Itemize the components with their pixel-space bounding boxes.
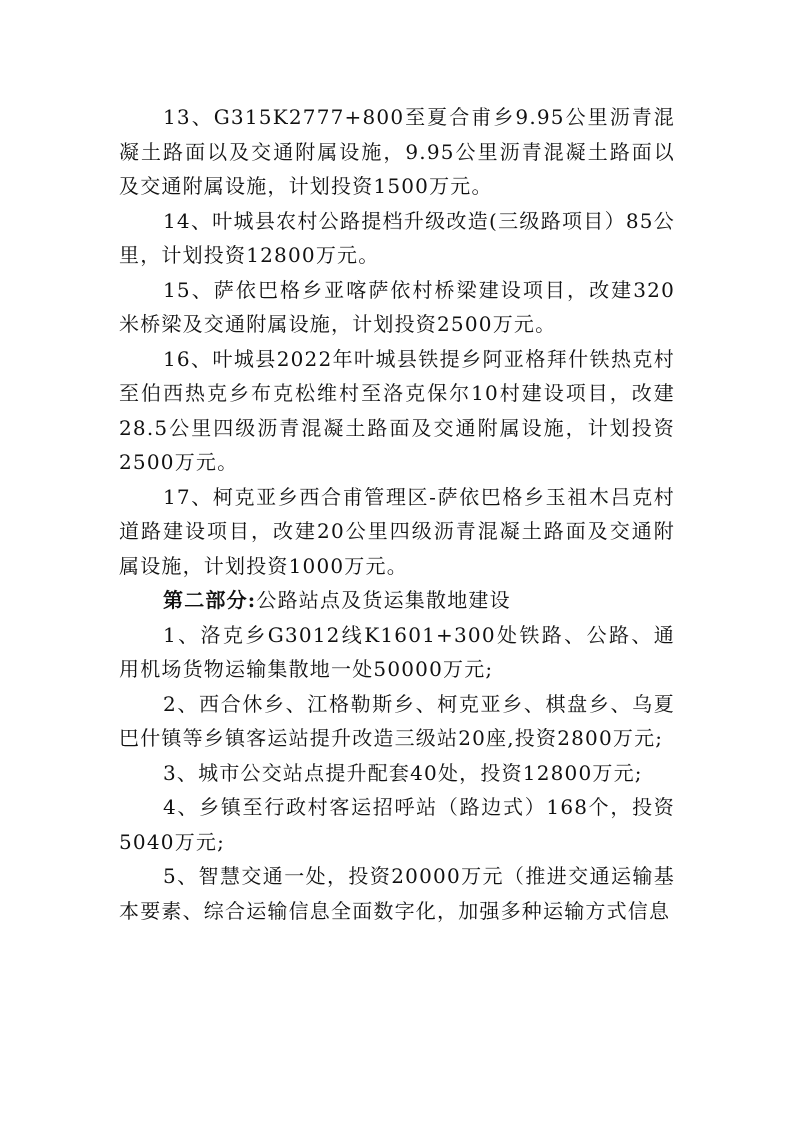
station-item-5: 5、智慧交通一处，投资20000万元（推进交通运输基本要素、综合运输信息全面数字化，加强多种运输方式信息 [119,864,675,923]
document-page [119,100,675,928]
station-item-2: 2、西合休乡、江格勒斯乡、柯克亚乡、棋盘乡、乌夏巴什镇等乡镇客运站提升改造三级站20座,投资2800万元; [119,691,675,750]
section-heading-title: 公路站点及货运集散地建设 [256,588,511,612]
project-item-15: 15、萨依巴格乡亚喀萨依村桥梁建设项目，改建320米桥梁及交通附属设施，计划投资2500万元。 [119,277,675,336]
project-item-16: 16、叶城县2022年叶城县铁提乡阿亚格拜什铁热克村至伯西热克乡布克松维村至洛克保尔10村建设项目，改建28.5公里四级沥青混凝土路面及交通附属设施，计划投资2500万元。 [119,346,675,474]
project-item-17: 17、柯克亚乡西合甫管理区-萨依巴格乡玉祖木吕克村道路建设项目，改建20公里四级沥青混凝土路面及交通附属设施，计划投资1000万元。 [119,484,675,578]
station-item-3: 3、城市公交站点提升配套40处，投资12800万元; [163,760,643,785]
section-heading-label: 第二部分: [163,588,257,612]
station-item-1: 1、洛克乡G3012线K1601+300处铁路、公路、通用机场货物运输集散地一处50000万元; [119,622,675,681]
project-item-14: 14、叶城县农村公路提档升级改造(三级路项目）85公里，计划投资12800万元。 [119,208,675,267]
section-heading [119,583,675,618]
project-item-13: 13、G315K2777+800至夏合甫乡9.95公里沥青混凝土路面以及交通附属设施，9.95公里沥青混凝土路面以及交通附属设施，计划投资1500万元。 [119,105,675,198]
station-item-4: 4、乡镇至行政村客运招呼站（路边式）168个，投资5040万元; [119,795,675,854]
